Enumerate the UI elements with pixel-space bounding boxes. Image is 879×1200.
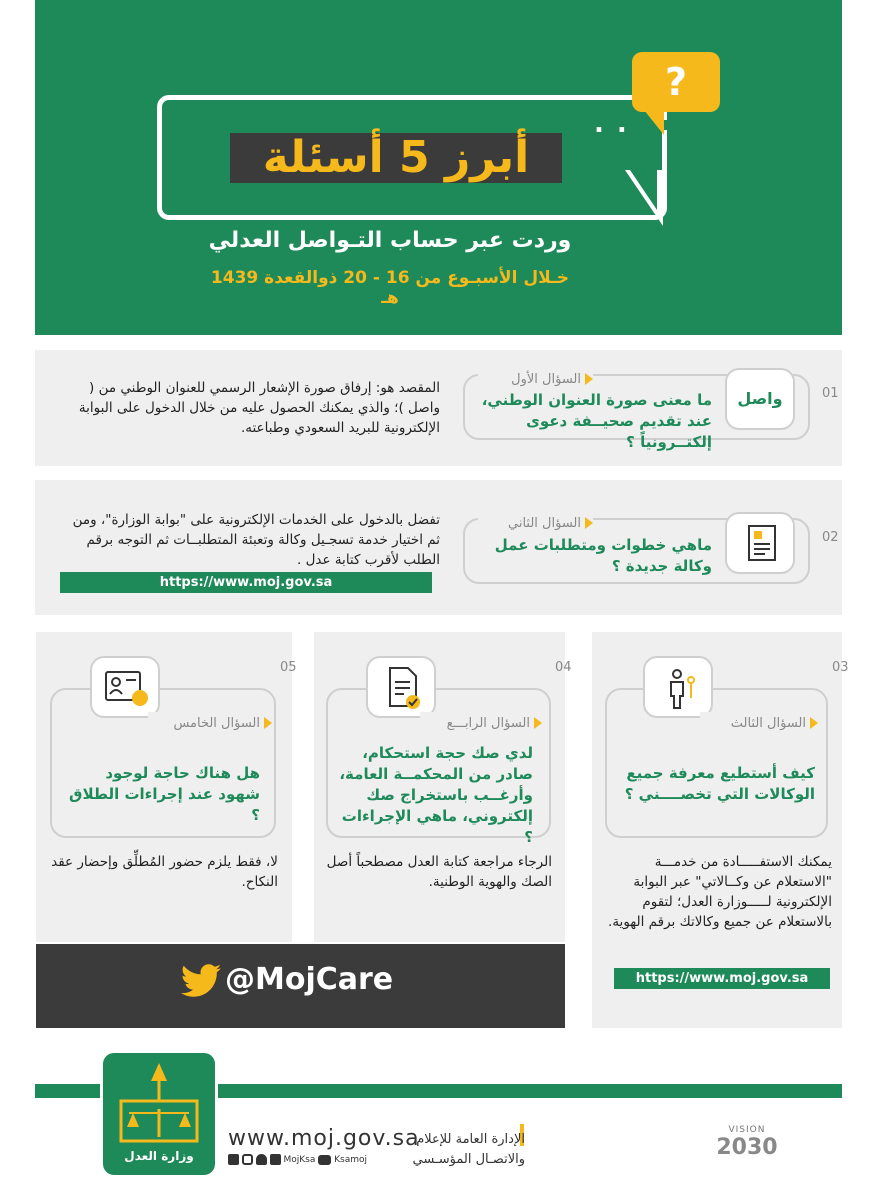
question-mark-icon: ? — [632, 52, 720, 112]
instagram-icon[interactable] — [242, 1154, 253, 1165]
question-label: السؤال الرابـــع — [446, 716, 530, 731]
vision-2030-logo: VISION 2030 — [716, 1125, 778, 1160]
question-text: ما معنى صورة العنوان الوطني، عند تقديم صحيــفة دعوى إلكتــرونياً ؟ — [481, 391, 712, 451]
question-label: السؤال الأول — [511, 372, 581, 387]
answer-text: يمكنك الاستفـــــادة من خدمـــة "الاستعلام عن وكــالاتي" عبر البوابة الإلكترونية لـــــوزارة العدل؛ لتقوم بالاستعلام عن جميع وكالاتك برقم الهوية. — [608, 854, 832, 930]
document-id-icon — [725, 512, 795, 574]
answer-text: الرجاء مراجعة كتابة العدل مصطحباً أصل الصك والهوية الوطنية. — [326, 854, 552, 890]
ellipsis-dots: . . — [594, 109, 629, 139]
period-text: خـلال الأسبـوع من 16 - 20 ذوالقعدة 1439 هـ — [210, 268, 570, 308]
answer-text: المقصد هو: إرفاق صورة الإشعار الرسمي للعنوان الوطني من ( واصل )؛ والذي يمكنك الحصول عليه من خلال الدخول على البوابة الإلكترونية للبريد السعودي وطباعته. — [78, 380, 440, 436]
question-number: 05 — [280, 660, 297, 675]
social-links — [228, 1154, 367, 1165]
snapchat-icon[interactable] — [256, 1154, 267, 1165]
answer-text: لا، فقط يلزم حضور المُطلِّق وإحضار عقد النكاح. — [51, 854, 278, 890]
question-number: 01 — [822, 386, 839, 401]
twitter-icon[interactable] — [228, 1154, 239, 1165]
website-link[interactable]: https://www.moj.gov.sa — [60, 572, 432, 593]
website-link[interactable]: https://www.moj.gov.sa — [614, 968, 830, 989]
person-key-icon — [643, 656, 713, 718]
question-label: السؤال الثاني — [508, 516, 581, 531]
triangle-icon — [585, 373, 593, 385]
triangle-icon — [810, 717, 818, 729]
page-subtitle: وردت عبر حساب التـواصل العدلي — [208, 228, 572, 253]
linkedin-icon[interactable] — [270, 1154, 281, 1165]
question-text: لدي صك حجة استحكام، صادر من المحكمــة العامة، وأرغــب باستخراج صك إلكتروني، ماهي الإجراءات ؟ — [339, 744, 533, 846]
page-title: أبرز 5 أسئلة — [262, 132, 530, 183]
social-handle-mojksa[interactable]: MojKsa — [283, 1155, 316, 1165]
question-label: السؤال الثالث — [730, 716, 806, 731]
question-text: هل هناك حاجة لوجود شهود عند إجراءات الطلاق ؟ — [69, 764, 260, 824]
wasel-logo-icon: واصل — [725, 368, 795, 430]
twitter-handle[interactable]: @MojCare — [225, 962, 394, 997]
answer-text: تفضل بالدخول على الخدمات الإلكترونية على "بوابة الوزارة"، ومن ثم اختيار خدمة تسجـيل وكالة وتعبئة المتطلبــات ثم التوجه برقم الطلب لأقرب كتابة عدل . — [72, 512, 440, 568]
footer-website[interactable]: www.moj.gov.sa — [228, 1126, 420, 1151]
id-card-badge-icon — [90, 656, 160, 718]
question-text: ماهي خطوات ومتطلبات عمل وكالة جديدة ؟ — [494, 536, 712, 575]
emblem-text: وزارة العدل — [124, 1149, 194, 1163]
question-label: السؤال الخامس — [173, 716, 260, 731]
triangle-icon — [585, 517, 593, 529]
triangle-icon — [264, 717, 272, 729]
department-name: الإدارة العامة للإعلام والاتصـال المؤسـسي — [412, 1132, 525, 1167]
question-text: كيف أستطيع معرفة جميع الوكالات التي تخصــــني ؟ — [624, 764, 815, 803]
question-number: 04 — [555, 660, 572, 675]
social-handle-ksamoj[interactable]: Ksamoj — [334, 1155, 368, 1165]
question-number: 02 — [822, 530, 839, 545]
youtube-icon[interactable] — [318, 1155, 331, 1165]
triangle-icon — [534, 717, 542, 729]
ministry-emblem — [100, 1050, 218, 1178]
twitter-bird-icon — [180, 964, 222, 1004]
question-number: 03 — [832, 660, 849, 675]
document-check-icon — [366, 656, 436, 718]
